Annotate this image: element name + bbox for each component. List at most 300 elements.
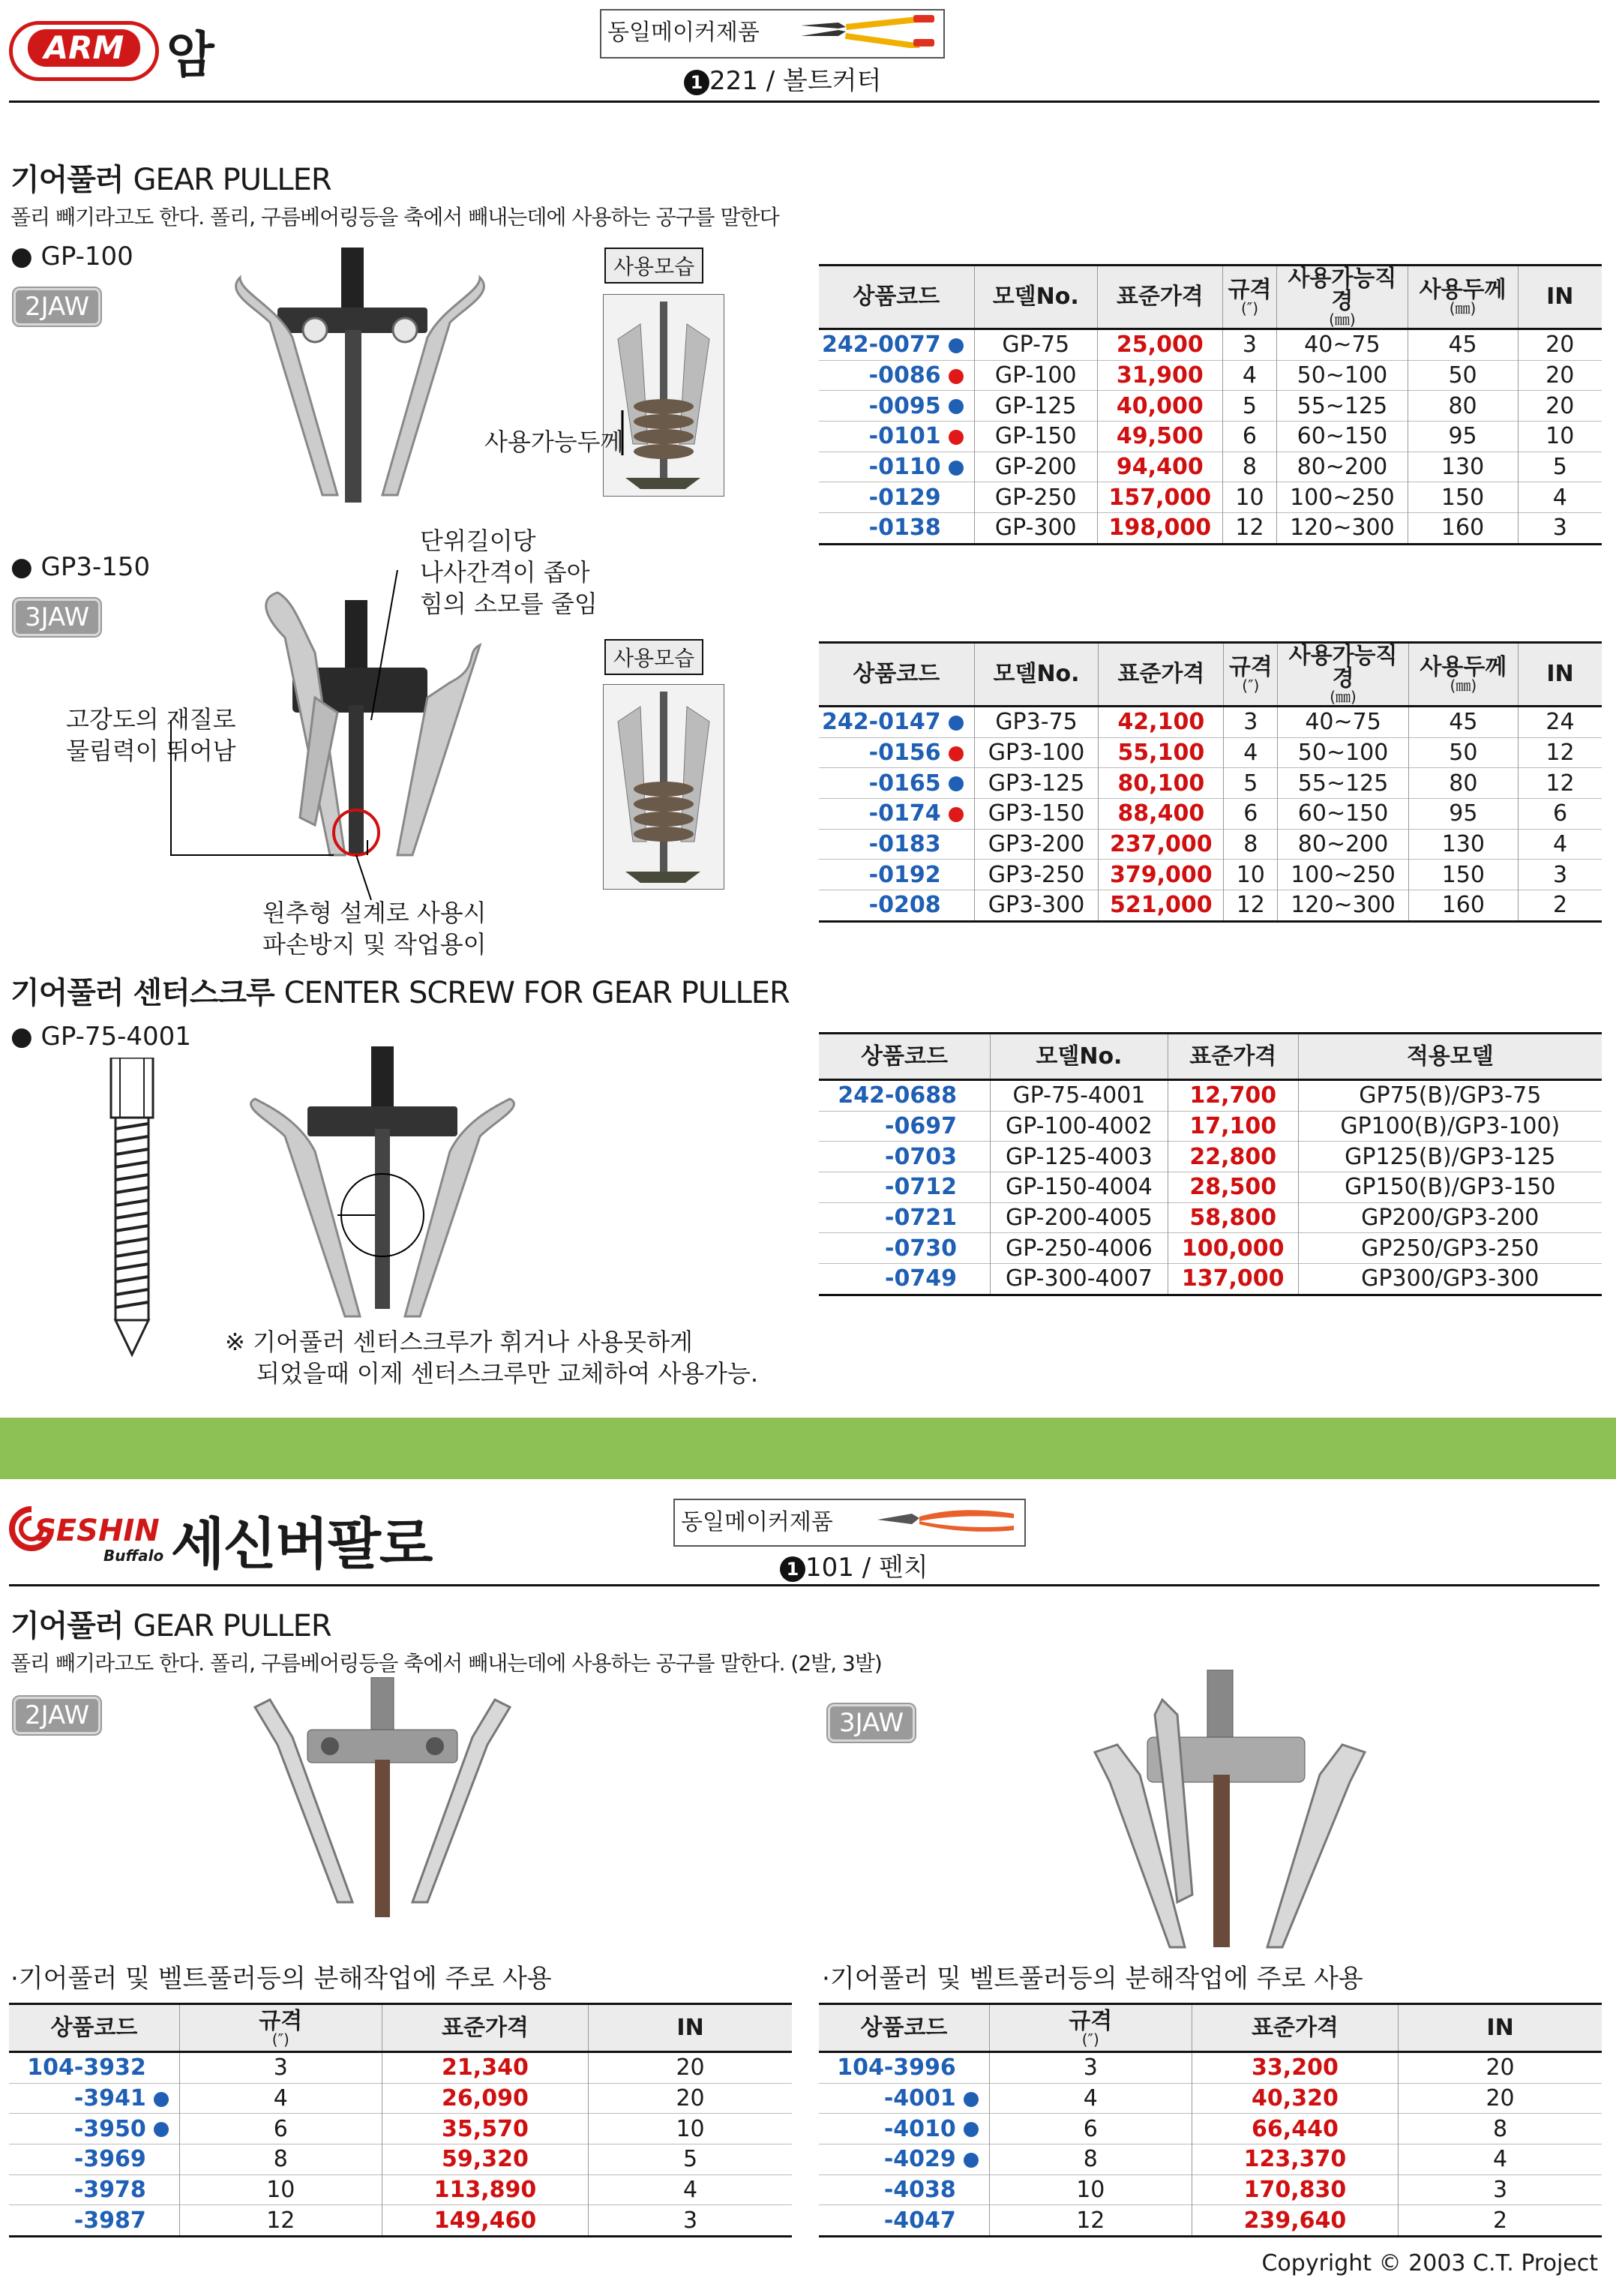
table-row [819,2205,1602,2237]
cell-code [819,737,974,768]
cell-size [1222,452,1276,482]
cell-thickness [1408,452,1518,482]
dot-placeholder [949,899,964,914]
cell-diameter-text: 120~300 [1291,892,1396,919]
header-size-unit: (″) [1081,2030,1099,2048]
arm-brand-name: 암 [166,26,214,84]
cell-size-text: 8 [1243,831,1258,858]
cell-thickness-text: 45 [1449,709,1478,736]
cell-size [1222,360,1276,391]
cell-code-text: -0165 [868,770,941,797]
cell-diameter-text: 55~125 [1297,392,1388,419]
cell-apply-model-text: GP300/GP3-300 [1361,1265,1540,1292]
cell-price [1099,799,1224,830]
table-row [9,2052,792,2084]
cell-code [819,329,974,361]
header-code: 상품코드 [819,2004,989,2052]
cell-price-text: 22,800 [1189,1143,1277,1170]
cell-size-text: 10 [1076,2177,1105,2204]
header-diameter-label: 사용가능직경 [1288,266,1397,314]
divider-seshin [9,1584,1600,1586]
cell-apply-model-text: GP75(B)/GP3-75 [1359,1082,1542,1109]
cell-size [989,2174,1192,2205]
cell-price-text: 26,090 [442,2085,529,2112]
cell-price [1099,890,1224,922]
cell-thickness [1408,513,1518,545]
cell-in [1399,2205,1602,2237]
cell-thickness-text: 45 [1448,332,1477,359]
cell-in [589,2114,792,2144]
cell-model [990,1142,1168,1172]
cell-code [819,799,974,830]
cell-diameter-text: 80~200 [1297,454,1388,481]
header-thickness-unit: (㎜) [1449,299,1477,317]
cell-code [819,707,974,738]
seshin-2jaw-image [240,1677,525,1925]
dot-placeholder [154,2061,169,2076]
note-line1: ※ 기어풀러 센터스크루가 휘거나 사용못하게 [225,1328,693,1356]
dot-placeholder [964,1150,979,1165]
header-in: IN [1399,2004,1602,2052]
cell-size [1222,329,1276,361]
table-row [819,1111,1602,1142]
table-row [819,829,1602,860]
cell-code [819,2144,989,2175]
cell-size-text: 12 [1076,2207,1105,2234]
cell-price-text: 66,440 [1252,2115,1339,2142]
cell-model [990,1202,1168,1233]
jaw3-badge: 3JAW [13,599,100,636]
cell-in-text: 8 [1493,2115,1508,2142]
cell-diameter-text: 40~75 [1305,709,1381,736]
cell-in-text: 5 [1552,454,1567,481]
cell-code [819,1142,990,1172]
cell-size-text: 6 [273,2115,288,2142]
cell-in [589,2144,792,2175]
cell-price [1168,1142,1298,1172]
header-thickness-label: 사용두께 [1420,654,1507,680]
cell-model [974,768,1099,799]
cell-code [819,2114,989,2144]
cell-price [382,2083,588,2114]
cell-in-text: 20 [1546,332,1575,359]
cell-thickness [1408,422,1518,452]
cell-price [382,2114,588,2144]
cell-apply-model [1298,1172,1602,1203]
cell-price-text: 157,000 [1108,484,1212,511]
center-screw-note [225,1326,758,1389]
cell-diameter [1277,391,1408,422]
cell-code [819,2205,989,2237]
cell-price [1097,513,1222,545]
cell-code [9,2052,179,2084]
header-in: IN [1518,643,1602,707]
usage-tag-2: 사용모습 [604,639,703,675]
cell-price-text: 149,460 [433,2207,537,2234]
arm-logo [9,21,159,81]
gp100-label: ● GP-100 [10,242,133,272]
cell-apply-model [1298,1264,1602,1295]
cell-price-text: 42,100 [1117,709,1205,736]
cell-price [1192,2083,1398,2114]
usage-note-right: ·기어풀러 및 벨트풀러등의 분해작업에 주로 사용 [822,1964,1363,1994]
cell-price [1097,482,1222,513]
cell-model [990,1080,1168,1112]
ref-number-badge: 1 [684,70,709,95]
cell-code [819,768,974,799]
cell-in [1518,860,1602,890]
title-en: CENTER SCREW FOR GEAR PULLER [283,976,790,1010]
cell-size-text: 8 [1242,454,1258,481]
note-cone-line1: 원추형 설계로 사용시 [262,899,487,927]
cell-code-text: -4047 [883,2207,956,2234]
cell-in [1518,737,1602,768]
cell-in [1518,707,1602,738]
cell-diameter [1277,513,1408,545]
cell-code-text: -0703 [885,1143,957,1170]
red-dot-icon [949,369,964,384]
cell-size-text: 3 [1083,2054,1098,2081]
cell-thickness-text: 130 [1441,454,1485,481]
cell-code [819,860,974,890]
cell-size-text: 10 [1236,861,1265,888]
cell-model-text: GP-75 [1002,332,1070,359]
cell-model [974,329,1097,361]
center-screw-title [10,969,790,1012]
cell-price-text: 80,100 [1117,770,1205,797]
cell-apply-model-text: GP250/GP3-250 [1361,1235,1540,1262]
cell-code [819,1111,990,1142]
header-price: 표준가격 [1097,266,1222,329]
cell-price-text: 100,000 [1181,1235,1285,1262]
cell-model-text: GP-125-4003 [1005,1143,1153,1170]
table-row [819,1264,1602,1295]
header-thickness-unit: (㎜) [1450,677,1477,695]
cell-in-text: 2 [1493,2207,1508,2234]
cell-price-text: 123,370 [1243,2146,1347,2173]
header-size-label: 규격 [1228,654,1273,680]
cell-size-text: 6 [1243,800,1258,827]
cell-size [1224,799,1278,830]
header-code: 상품코드 [9,2004,179,2052]
section-divider-band [0,1418,1616,1479]
cell-in [1518,391,1602,422]
gp3-label: ● GP3-150 [10,552,151,582]
cell-model-text: GP-250 [994,484,1077,511]
cell-price [382,2205,588,2237]
header-model: 모델No. [974,266,1097,329]
header-diameter-label: 사용가능직경 [1288,643,1398,692]
table-row [819,1233,1602,1264]
cell-code-text: -4029 [883,2146,956,2173]
cell-thickness [1408,707,1518,738]
cell-size-text: 4 [273,2085,288,2112]
cell-thickness [1408,482,1518,513]
cell-code-text: -0138 [868,515,941,542]
header-size-label: 규격 [259,2007,303,2034]
cell-in-text: 3 [1552,861,1568,888]
blue-dot-icon [949,461,964,476]
cell-code-text: 104-3996 [837,2054,956,2081]
cell-code-text: -3950 [73,2115,146,2142]
cell-in [1518,513,1602,545]
cell-code-text: -0192 [868,861,941,888]
cell-price [1168,1202,1298,1233]
header-price: 표준가격 [1192,2004,1398,2052]
cell-thickness [1408,768,1518,799]
dot-placeholder [964,1120,979,1135]
cell-in-text: 12 [1546,740,1575,767]
cell-model-text: GP3-75 [995,709,1078,736]
cell-model-text: GP3-100 [988,740,1085,767]
cell-model-text: GP3-150 [988,800,1085,827]
note-cone [262,897,487,960]
cell-diameter-text: 100~250 [1291,861,1396,888]
table-row [819,1080,1602,1112]
cell-model [974,799,1099,830]
table-row [819,1202,1602,1233]
table-row [819,768,1602,799]
cell-thickness [1408,329,1518,361]
cell-size [179,2052,382,2084]
header-size-label: 규격 [1228,277,1272,303]
cell-in-text: 6 [1552,800,1568,827]
blue-dot-icon [964,2122,979,2137]
dot-placeholder [949,521,964,536]
cell-thickness [1408,360,1518,391]
arm-reference: 1 221 / 볼트커터 [684,60,881,97]
header-in: IN [1518,266,1602,329]
cell-price-text: 94,400 [1116,454,1204,481]
cell-in-text: 4 [1493,2146,1508,2173]
cell-model-text: GP-100 [994,362,1077,389]
note-pitch-line2: 나사간격이 좁아 [420,558,590,587]
cell-code-text: -0095 [868,392,941,419]
cell-size-text: 3 [1242,332,1258,359]
cell-price-text: 17,100 [1189,1113,1277,1140]
cell-price [1097,391,1222,422]
cell-model [990,1172,1168,1203]
cell-thickness-text: 95 [1449,800,1478,827]
gp3-spec-table [819,641,1602,923]
cell-in [1518,329,1602,361]
cell-size-text: 12 [266,2207,295,2234]
pliers-icon [874,1503,1017,1538]
cell-code-text: -0156 [868,740,941,767]
cell-price [382,2174,588,2205]
cell-code-text: -0101 [868,423,941,450]
header-size [1222,266,1276,329]
cell-diameter-text: 50~100 [1297,740,1389,767]
table-row [819,737,1602,768]
cell-size [989,2083,1192,2114]
jaw2-badge-seshin: 2JAW [13,1697,100,1734]
ref-number-badge: 1 [780,1556,805,1582]
thickness-callout: 사용가능두께 [484,428,624,456]
dot-placeholder [964,2183,979,2198]
cell-model [974,860,1099,890]
table-row [819,2083,1602,2114]
cell-diameter-text: 80~200 [1297,831,1389,858]
dot-placeholder [949,491,964,506]
cell-diameter-text: 40~75 [1304,332,1381,359]
cell-diameter-text: 120~300 [1290,515,1395,542]
cell-size [1224,737,1278,768]
cell-price [1168,1172,1298,1203]
cell-code-text: -3987 [73,2207,146,2234]
cell-code [819,1264,990,1295]
gear-puller-title [10,156,331,199]
cell-price [382,2052,588,2084]
center-screw-image [105,1058,165,1358]
cell-in-text: 2 [1552,892,1568,919]
center-screw-label: ● GP-75-4001 [10,1022,191,1052]
cell-code-text: -3969 [73,2146,146,2173]
blue-dot-icon [964,2153,979,2168]
gp3-puller-image [165,570,555,900]
dot-placeholder [154,2153,169,2168]
cell-size-text: 4 [1243,740,1258,767]
cell-in-text: 20 [676,2054,705,2081]
header-code: 상품코드 [819,643,974,707]
ref-name: 볼트커터 [782,66,882,96]
header-size-unit: (″) [1240,299,1259,317]
cell-price-text: 58,800 [1189,1205,1277,1232]
cell-model-text: GP-300 [994,515,1077,542]
gp100-usage-image [603,294,724,497]
cell-in-text: 20 [1546,392,1575,419]
table-row [819,329,1602,361]
cell-in [1518,890,1602,922]
cell-apply-model-text: GP125(B)/GP3-125 [1345,1143,1556,1170]
cell-in [1518,360,1602,391]
cell-diameter [1278,768,1408,799]
cell-thickness [1408,737,1518,768]
table-row [819,513,1602,545]
cell-model-text: GP-200 [994,454,1077,481]
header-diameter [1277,266,1408,329]
dot-placeholder [949,838,964,853]
dot-placeholder [949,868,964,883]
cell-price-text: 239,640 [1243,2207,1347,2234]
cell-price [382,2144,588,2175]
blue-dot-icon [154,2092,169,2107]
table-header-row [819,1034,1602,1080]
cell-size-text: 10 [1235,484,1264,511]
cell-in-text: 3 [1552,515,1567,542]
cell-apply-model-text: GP100(B)/GP3-100) [1340,1113,1561,1140]
cell-in [1399,2083,1602,2114]
cell-price-text: 137,000 [1181,1265,1285,1292]
cell-size-text: 6 [1083,2115,1098,2142]
cell-in-text: 4 [1552,831,1568,858]
cell-price [1097,422,1222,452]
cell-size [179,2144,382,2175]
cell-code-text: -0110 [868,454,941,481]
table-row [819,482,1602,513]
cell-in [1518,482,1602,513]
header-price: 표준가격 [1099,643,1224,707]
arm-logo-text: ARM [28,29,140,67]
cell-model [974,829,1099,860]
cell-code [819,890,974,922]
center-screw-table [819,1032,1602,1296]
note-pitch-line3: 힘의 소모를 줄임 [420,590,598,618]
cell-diameter [1277,360,1408,391]
cell-price [1099,768,1224,799]
cell-code [819,2052,989,2084]
dot-placeholder [964,1181,979,1196]
blue-dot-icon [949,338,964,353]
cell-price-text: 49,500 [1116,423,1204,450]
cell-size [1222,422,1276,452]
cell-size [1224,890,1278,922]
cell-price-text: 237,000 [1110,831,1213,858]
cell-diameter [1278,737,1408,768]
table-row [819,707,1602,738]
cell-model-text: GP3-200 [988,831,1085,858]
ref-name: 펜치 [878,1553,928,1583]
cell-price-text: 40,320 [1252,2085,1339,2112]
header-diameter-unit: (㎜) [1330,688,1357,706]
header-thickness [1408,643,1518,707]
cell-code [819,1233,990,1264]
seshin-logo [9,1503,164,1566]
red-dot-icon [949,746,964,761]
cell-in [589,2052,792,2084]
cell-price [1168,1080,1298,1112]
cell-code [9,2114,179,2144]
header-size [989,2004,1192,2052]
cell-in-text: 4 [1552,484,1567,511]
dot-placeholder [154,2183,169,2198]
cell-thickness-text: 80 [1449,770,1478,797]
cell-size-text: 5 [1242,392,1258,419]
cell-in-text: 10 [676,2115,705,2142]
cell-price [1192,2174,1398,2205]
header-code: 상품코드 [819,1034,990,1080]
cell-apply-model [1298,1142,1602,1172]
cell-size [1224,707,1278,738]
table-row [819,2144,1602,2175]
cell-diameter [1277,329,1408,361]
note-pitch-line1: 단위길이당 [420,527,536,555]
dot-placeholder [964,2061,979,2076]
header-thickness-label: 사용두께 [1419,277,1507,303]
cell-diameter [1278,860,1408,890]
cell-diameter [1278,799,1408,830]
cell-model [990,1264,1168,1295]
title-ko: 기어풀러 센터스크루 [10,976,274,1010]
cell-code [9,2083,179,2114]
cell-in-text: 12 [1546,770,1575,797]
header-price: 표준가격 [382,2004,588,2052]
same-maker-box [600,9,945,59]
note-material-line2: 물림력이 뛰어남 [66,737,236,765]
cell-thickness-text: 160 [1441,892,1485,919]
header-model: 모델No. [974,643,1099,707]
cell-price-text: 31,900 [1116,362,1204,389]
table-row [819,799,1602,830]
cell-code [819,391,974,422]
cell-model-text: GP-150-4004 [1005,1174,1153,1201]
cell-size [179,2114,382,2144]
cell-price-text: 12,700 [1189,1082,1277,1109]
cell-apply-model-text: GP150(B)/GP3-150 [1345,1174,1556,1201]
table-row [819,391,1602,422]
cell-size-text: 5 [1243,770,1258,797]
header-size-label: 규격 [1069,2007,1113,2034]
